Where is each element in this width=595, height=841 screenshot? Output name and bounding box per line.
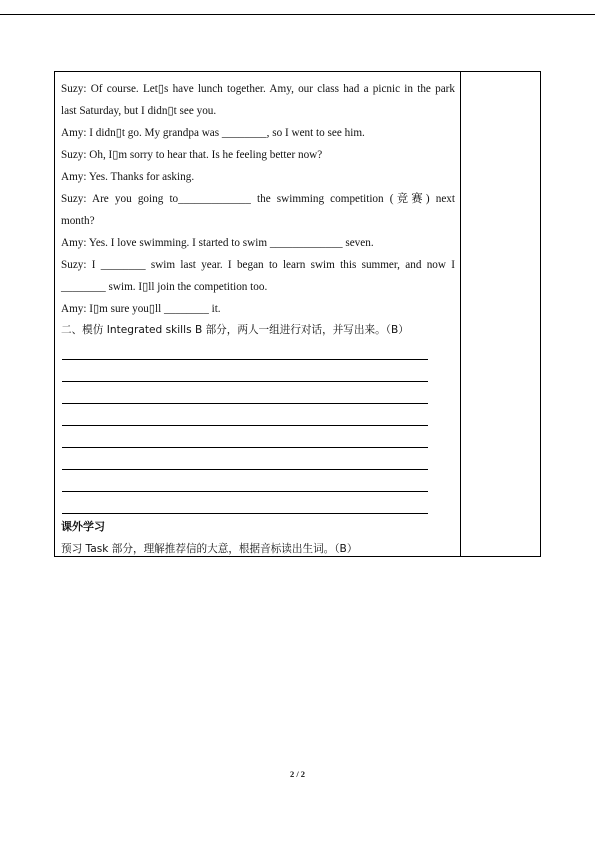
dialogue-line-11: Amy: I▯m sure you▯ll ________ it.: [61, 303, 221, 315]
dialogue-line-7: month?: [61, 215, 95, 227]
dialogue-line-3: Amy: I didn▯t go. My grandpa was ________, so I went to see him.: [61, 127, 365, 139]
dialogue-line-10: ________ swim. I▯ll join the competition too.: [61, 281, 268, 293]
after-class-text: 预习 Task 部分，理解推荐信的大意，根据音标读出生词。（B）: [61, 543, 358, 555]
worksheet-table: [54, 71, 541, 557]
dialogue-line-5: Amy: Yes. Thanks for asking.: [61, 171, 195, 183]
answer-line[interactable]: [62, 447, 428, 448]
dialogue-line-1: Suzy: Of course. Let▯s have lunch together. Amy, our class had a picnic in the park: [61, 83, 455, 95]
dialogue-line-4: Suzy: Oh, I▯m sorry to hear that. Is he feeling better now?: [61, 149, 323, 161]
dialogue-line-2: last Saturday, but I didn▯t see you.: [61, 105, 217, 117]
dialogue-line-9: Suzy: I ________ swim last year. I began to learn swim this summer, and now I: [61, 259, 455, 271]
page-number: 2 / 2: [289, 769, 306, 779]
answer-line[interactable]: [62, 425, 428, 426]
answer-line[interactable]: [62, 381, 428, 382]
column-divider: [460, 72, 461, 556]
task-two-instruction: 二、模仿 Integrated skills B 部分，两人一组进行对话，并写出来。（B）: [61, 324, 409, 336]
answer-line[interactable]: [62, 513, 428, 514]
answer-line[interactable]: [62, 491, 428, 492]
answer-line[interactable]: [62, 403, 428, 404]
answer-line[interactable]: [62, 359, 428, 360]
after-class-heading: 课外学习: [61, 520, 105, 533]
answer-line[interactable]: [62, 469, 428, 470]
dialogue-line-8: Amy: Yes. I love swimming. I started to swim _____________ seven.: [61, 237, 374, 249]
dialogue-line-6: Suzy: Are you going to_____________ the swimming competition (竞赛) next: [61, 193, 455, 205]
header-rule: [0, 14, 595, 15]
